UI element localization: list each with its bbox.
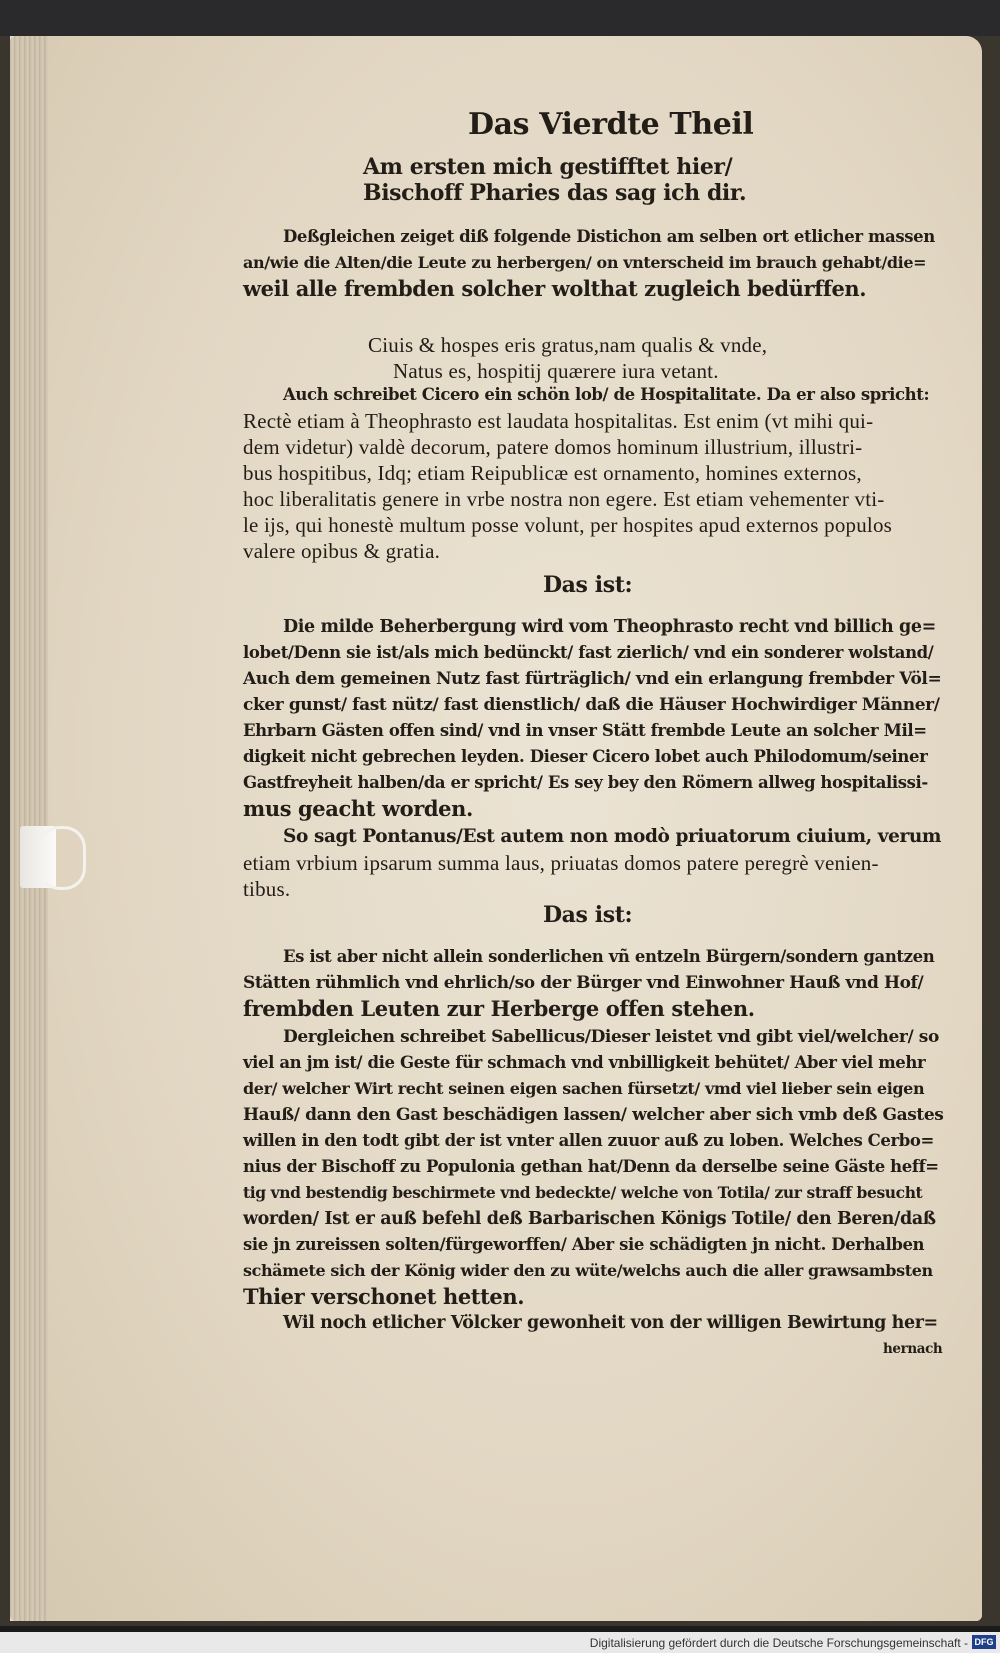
funding-credit: Digitalisierung gefördert durch die Deutsche Forschungsgemeinschaft - — [589, 1636, 968, 1650]
scan-top-band — [0, 0, 1000, 38]
text-line: mus geacht worden. — [243, 796, 473, 821]
text-line: an/wie die Alten/die Leute zu herbergen/ on vnterscheid im brauch gehabt/die= — [243, 253, 927, 272]
text-line: Stätten rühmlich vnd ehrlich/so der Bürger vnd Einwohner Hauß vnd Hof/ — [243, 973, 924, 993]
text-line: Wil noch etlicher Völcker gewonheit von der willigen Bewirtung her= — [283, 1313, 938, 1333]
text-line: So sagt Pontanus/Est autem non modò priuatorum ciuium, verum — [283, 826, 942, 847]
text-line: tig vnd bestendig beschirmete vnd bedeckte/ welche von Totila/ zur straff besucht — [243, 1183, 923, 1202]
latin-line: valere opibus & gratia. — [243, 539, 441, 563]
text-line: schämete sich der König wider den zu wüte/welchs auch die aller grawsambsten — [243, 1261, 933, 1280]
latin-line: Rectè etiam à Theophrasto est laudata hospitalitas. Est enim (vt mihi qui- — [243, 409, 874, 433]
text-line: worden/ Ist er auß befehl deß Barbarischen Königs Totile/ den Beren/daß — [243, 1209, 936, 1229]
section-heading: Das ist: — [543, 572, 633, 598]
text-line: Die milde Beherbergung wird vom Theophrasto recht vnd billich ge= — [283, 617, 936, 637]
digitization-footer — [0, 1632, 1000, 1653]
text-line: weil alle frembden solcher wolthat zugleich bedürffen. — [243, 276, 867, 301]
text-line: Gastfreyheit halben/da er spricht/ Es sey bey den Römern allweg hospitalissi- — [243, 773, 928, 792]
text-line: viel an jm ist/ die Geste für schmach vnd vnbilligkeit behütet/ Aber viel mehr — [243, 1053, 926, 1072]
book-page — [48, 36, 982, 1621]
text-line: sie jn zureissen solten/fürgeworffen/ Aber sie schädigten jn nicht. Derhalben — [243, 1235, 925, 1254]
text-line: Thier verschonet hetten. — [243, 1284, 525, 1309]
paper-clip-icon — [38, 826, 86, 890]
text-line: Auch schreibet Cicero ein schön lob/ de Hospitalitate. Da er also spricht: — [283, 385, 930, 404]
book-scan — [0, 36, 1000, 1626]
text-line: willen in den todt gibt der ist vnter allen zuuor auß zu loben. Welches Cerbo= — [243, 1131, 934, 1150]
latin-line: le ijs, qui honestè multum posse volunt, per hospites apud externos populos — [243, 513, 893, 537]
text-line: lobet/Denn sie ist/als mich bedünckt/ fast zierlich/ vnd ein sonderer wolstand/ — [243, 643, 934, 662]
latin-line: bus hospitibus, Idq; etiam Reipublicæ est ornamento, homines externos, — [243, 461, 862, 485]
latin-line: Natus es, hospitij quærere iura vetant. — [393, 359, 719, 383]
text-line: cker gunst/ fast nütz/ fast dienstlich/ daß die Häuser Hochwirdiger Männer/ — [243, 695, 940, 715]
latin-line: hoc liberalitatis genere in vrbe nostra non egere. Est etiam vehementer vti- — [243, 487, 885, 511]
section-heading: Das ist: — [543, 902, 633, 928]
running-header: Das Vierdte Theil — [468, 107, 754, 142]
text-line: nius der Bischoff zu Populonia gethan hat/Denn da derselbe seine Gäste heff= — [243, 1157, 939, 1176]
dfg-logo: DFG — [972, 1635, 996, 1649]
latin-line: Ciuis & hospes eris gratus,nam qualis & vnde, — [368, 333, 768, 357]
text-line: Deßgleichen zeiget diß folgende Distichon am selben ort etlicher massen — [283, 227, 935, 246]
text-line: frembden Leuten zur Herberge offen stehen. — [243, 996, 755, 1021]
text-line: Ehrbarn Gästen offen sind/ vnd in vnser Stätt frembde Leute an solcher Mil= — [243, 721, 927, 740]
text-line: Auch dem gemeinen Nutz fast fürträglich/ vnd ein erlangung frembder Völ= — [243, 669, 942, 689]
latin-line: tibus. — [243, 877, 291, 901]
page-block — [10, 36, 982, 1621]
text-line: Hauß/ dann den Gast beschädigen lassen/ welcher aber sich vmb deß Gastes — [243, 1105, 944, 1125]
text-line: Bischoff Pharies das sag ich dir. — [363, 180, 747, 206]
text-line: der/ welcher Wirt recht seinen eigen sachen fürsetzt/ vmd viel lieber sein eigen — [243, 1079, 925, 1098]
text-line: Es ist aber nicht allein sonderlichen vñ entzeln Bürgern/sondern gantzen — [283, 947, 935, 966]
latin-line: etiam vrbium ipsarum summa laus, priuatas domos patere peregrè venien- — [243, 851, 879, 875]
text-line: Dergleichen schreibet Sabellicus/Dieser leistet vnd gibt viel/welcher/ so — [283, 1027, 939, 1047]
text-line: Am ersten mich gestifftet hier/ — [363, 154, 733, 180]
text-line: digkeit nicht gebrechen leyden. Dieser Cicero lobet auch Philodomum/seiner — [243, 747, 928, 766]
catchword: hernach — [883, 1341, 943, 1357]
latin-line: dem videtur) valdè decorum, patere domos hominum illustrium, illustri- — [243, 435, 863, 459]
